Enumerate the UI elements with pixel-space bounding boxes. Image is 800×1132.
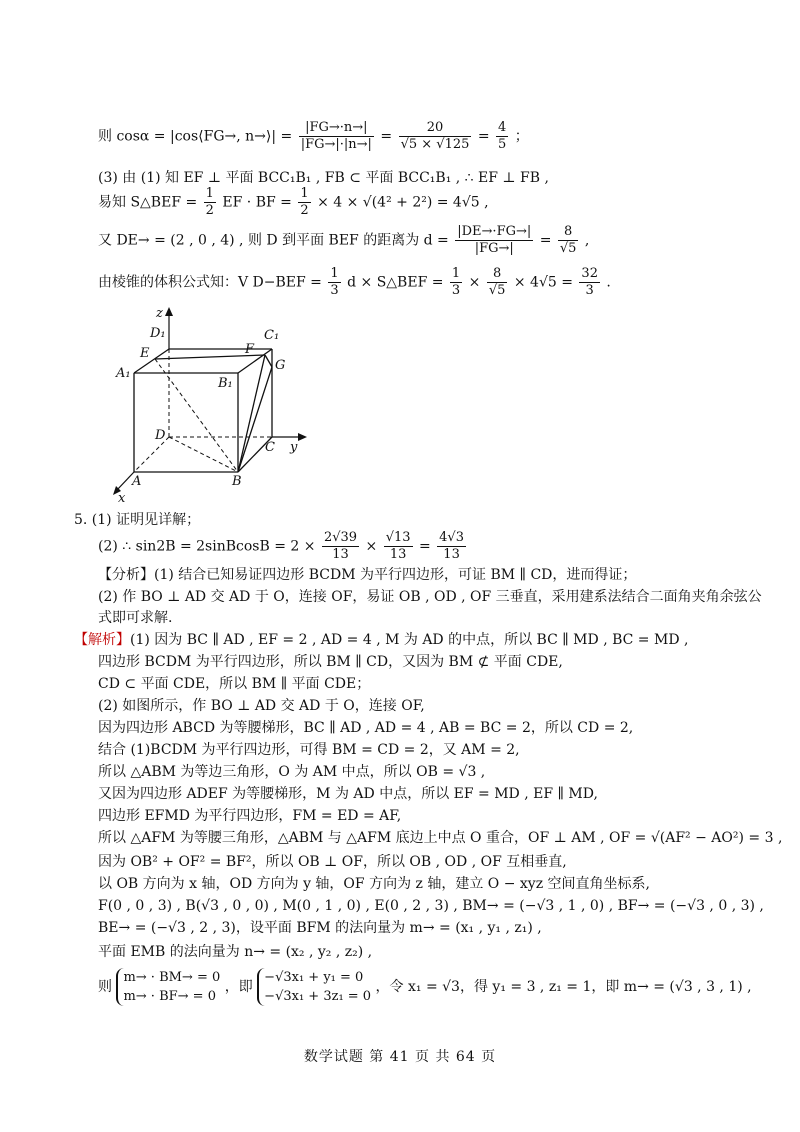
equation-system: m→ · BM→ = 0 m→ · BF→ = 0 <box>116 968 220 1006</box>
solution-tag: 【解析】 <box>74 632 130 648</box>
point-C1-label: C₁ <box>264 328 280 343</box>
axis-z-label: z <box>156 306 163 321</box>
analysis-tag: 【分析】 <box>98 567 154 583</box>
point-E-label: E <box>140 346 150 361</box>
fraction: $\frac{4√3}{13}$ <box>439 530 464 562</box>
solution-line-6: 结合 (1)BCDM 为平行四边形，可得 BM = CD = 2，又 AM = 2, <box>98 742 520 758</box>
solution-line-5: 因为四边形 ABCD 为等腰梯形，BC ∥ AD , AD = 4 , AB = BC = 2，所以 CD = 2, <box>98 720 634 736</box>
solution-line-2: 四边形 BCDM 为平行四边形，所以 BM ∥ CD，又因为 BM ⊄ 平面 CDE, <box>98 654 563 670</box>
axis-x-label: x <box>118 491 126 505</box>
point-D-label: D <box>155 428 166 443</box>
solution-line-16: 则 m→ · BM→ = 0 m→ · BF→ = 0 ，即 −√3x₁ + y₁ = 0 −√3x₁ + 3z₁ = 0 ，令 x₁ = √3，得 y₁ = 3 , z₁ = 1，即 m→ = (√3 , 3 , 1) , <box>98 970 752 1004</box>
fraction: $\frac{20}{√5 \times √125}$ <box>400 120 470 152</box>
page-footer: 数学试题 第 41 页 共 64 页 <box>303 1049 497 1065</box>
solution-line-14: BE→ = (−√3 , 2 , 3)，设平面 BFM 的法向量为 m→ = (x₁ , y₁ , z₁) , <box>98 920 542 936</box>
volume-line: 由棱锥的体积公式知：V D−BEF = $\frac{1}{3}$ d × S△BEF = $\frac{1}{3}$ × $\frac{8}{√5}$ × 4√5 = $\frac{32}{3}$ . <box>98 266 611 298</box>
point-B-label: B <box>232 474 242 489</box>
fraction: $\frac{4}{5}$ <box>498 120 507 152</box>
point-B1-label: B₁ <box>218 376 233 391</box>
solution-line-15: 平面 EMB 的法向量为 n→ = (x₂ , y₂ , z₂) , <box>98 944 373 960</box>
solution-line-9: 四边形 EFMD 为平行四边形，FM = ED = AF, <box>98 808 402 824</box>
solution-line-13: F(0 , 0 , 3) , B(√3 , 0 , 0) , M(0 , 1 , 0) , E(0 , 2 , 3) , BM→ = (−√3 , 1 , 0) , BF→ = (−√3 , 0 , 3) , <box>98 898 764 914</box>
q5-part2: (2) ∴ sin2B = 2sinBcosB = 2 × $\frac{2√39}{13}$ × $\frac{√13}{13}$ = $\frac{4√3}{13}$ <box>98 530 464 562</box>
fraction: $\frac{1}{3}$ <box>451 266 461 298</box>
equation-system: −√3x₁ + y₁ = 0 −√3x₁ + 3z₁ = 0 <box>257 968 371 1006</box>
fraction: $\frac{1}{2}$ <box>205 186 214 218</box>
part3-line: (3) 由 (1) 知 EF ⊥ 平面 BCC₁B₁ , FB ⊂ 平面 BCC₁B₁ , ∴ EF ⊥ FB , <box>98 170 549 186</box>
solution-line-1: 【解析】(1) 因为 BC ∥ AD , EF = 2 , AD = 4 , M 为 AD 的中点，所以 BC ∥ MD , BC = MD , <box>74 632 689 648</box>
solution-line-8: 又因为四边形 ADEF 为等腰梯形，M 为 AD 中点，所以 EF = MD , EF ∥ MD, <box>98 786 598 802</box>
analysis-line-3: 式即可求解. <box>98 610 173 626</box>
fraction: $\frac{|FG\to\cdot n\to|}{|FG\to|\cdot|n\to|}$ <box>300 120 372 152</box>
axis-y-label: y <box>290 440 298 455</box>
analysis-line-2: (2) 作 BO ⊥ AD 交 AD 于 O，连接 OF，易证 OB , OD , OF 三垂直，采用建系法结合二面角夹角余弦公 <box>98 589 762 605</box>
point-A-label: A <box>132 474 142 489</box>
cos-alpha-line: 则 cosα = |cos⟨FG→, n→⟩| = $\frac{|FG\to\cdot n\to|}{|FG\to|\cdot|n\to|}$ = $\frac{20}{√5 \times √125}$ = $\frac{4}{5}$ ； <box>98 120 529 152</box>
analysis-line-1: 【分析】(1) 结合已知易证四边形 BCDM 为平行四边形，可证 BM ∥ CD，进而得证； <box>98 567 637 583</box>
point-F-label: F <box>245 342 255 357</box>
fraction: $\frac{|DE\to\cdot FG\to|}{|FG\to|}$ <box>457 224 532 256</box>
fraction: $\frac{1}{3}$ <box>330 266 339 298</box>
solution-line-12: 以 OB 方向为 x 轴，OD 方向为 y 轴，OF 方向为 z 轴，建立 O − xyz 空间直角坐标系, <box>98 876 650 892</box>
point-A1-label: A₁ <box>116 366 131 381</box>
solution-line-11: 因为 OB² + OF² = BF²，所以 OB ⊥ OF，所以 OB , OD , OF 互相垂直, <box>98 854 567 870</box>
point-D1-label: D₁ <box>150 326 166 341</box>
text: 则 cosα = |cos⟨FG→, n→⟩| = <box>98 128 293 145</box>
fraction: $\frac{1}{2}$ <box>300 186 309 218</box>
solution-line-7: 所以 △ABM 为等边三角形，O 为 AM 中点，所以 OB = √3 , <box>98 764 486 780</box>
cube-figure <box>110 305 310 505</box>
fraction: $\frac{8}{√5}$ <box>488 266 506 298</box>
area-line: 易知 S△BEF = $\frac{1}{2}$ EF · BF = $\frac{1}{2}$ × 4 × √(4² + 2²) = 4√5 , <box>98 186 489 218</box>
fraction: $\frac{8}{√5}$ <box>559 224 577 256</box>
fraction: $\frac{2√39}{13}$ <box>323 530 358 562</box>
fraction: $\frac{32}{3}$ <box>581 266 598 298</box>
distance-line: 又 DE→ = (2 , 0 , 4) , 则 D 到平面 BEF 的距离为 d = $\frac{|DE\to\cdot FG\to|}{|FG\to|}$ = $\frac{8}{√5}$ , <box>98 224 590 256</box>
solution-line-10: 所以 △AFM 为等腰三角形，△ABM 与 △AFM 底边上中点 O 重合，OF ⊥ AM , OF = √(AF² − AO²) = 3 , <box>98 830 783 846</box>
solution-line-4: (2) 如图所示，作 BO ⊥ AD 交 AD 于 O，连接 OF, <box>98 698 425 714</box>
solution-line-3: CD ⊂ 平面 CDE，所以 BM ∥ 平面 CDE； <box>98 676 371 692</box>
fraction: $\frac{√13}{13}$ <box>385 530 411 562</box>
point-C-label: C <box>265 440 275 455</box>
point-G-label: G <box>275 358 286 373</box>
q5-part1: 5. (1) 证明见详解； <box>74 512 201 528</box>
